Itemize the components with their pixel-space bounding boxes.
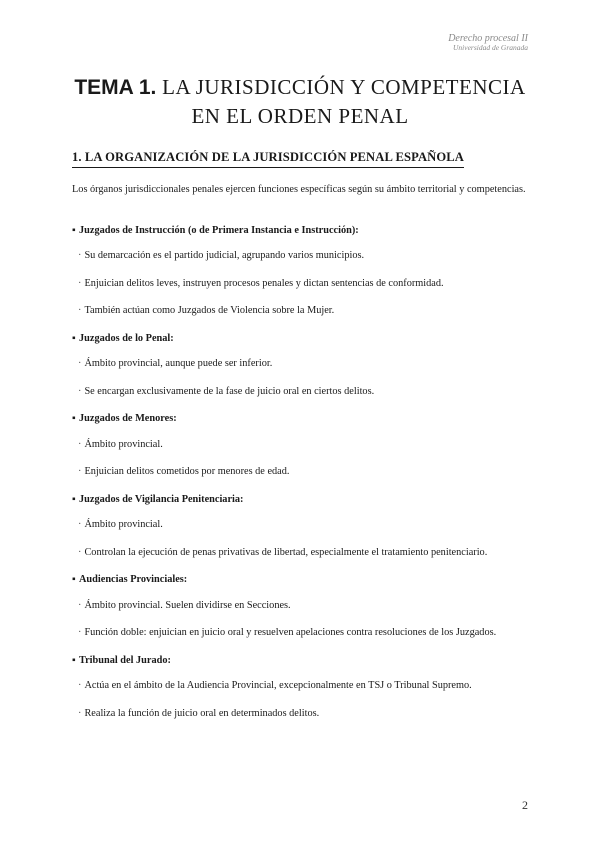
category-name: Audiencias Provinciales: [79, 574, 188, 585]
category-list [72, 224, 528, 722]
middle-dot-icon: · [78, 707, 82, 719]
middle-dot-icon: · [78, 627, 82, 638]
category-item [78, 465, 528, 480]
tema-number: TEMA 1. [74, 76, 157, 99]
category-item [78, 707, 528, 722]
middle-dot-icon: · [78, 680, 82, 691]
middle-dot-icon: · [78, 277, 82, 289]
middle-dot-icon: · [78, 438, 82, 450]
category-heading [72, 493, 528, 508]
category-block [72, 573, 528, 641]
category-item-text: Función doble: enjuician en juicio oral y resuelven apelaciones contra resoluciones de los Juzgados. [84, 627, 497, 638]
category-item-text: Realiza la función de juicio oral en determinados delitos. [84, 707, 320, 719]
square-bullet-icon: ▪ [72, 224, 76, 236]
title-line-1 [60, 73, 540, 102]
middle-dot-icon: · [78, 305, 82, 316]
category-item [78, 438, 528, 453]
category-heading [72, 412, 528, 427]
title-line-2: EN EL ORDEN PENAL [191, 104, 409, 128]
section-heading: 1. LA ORGANIZACIÓN DE LA JURISDICCIÓN PENAL ESPAÑOLA [72, 150, 464, 168]
category-block [72, 654, 528, 722]
square-bullet-icon: ▪ [72, 574, 76, 585]
category-item [78, 357, 528, 372]
category-item [78, 546, 528, 561]
category-item [78, 518, 528, 533]
category-item-text: Su demarcación es el partido judicial, agrupando varios municipios. [84, 250, 365, 261]
course-name: Derecho procesal II [448, 33, 528, 44]
middle-dot-icon: · [78, 519, 82, 530]
category-item-text: Controlan la ejecución de penas privativas de libertad, especialmente el tratamiento penitenciario. [84, 546, 488, 558]
category-block [72, 412, 528, 480]
category-heading [72, 573, 528, 588]
category-item-text: Ámbito provincial. [84, 519, 163, 530]
category-item [78, 277, 528, 292]
category-block [72, 224, 528, 319]
category-item [78, 385, 528, 400]
category-item [78, 304, 528, 319]
document-title [60, 73, 540, 131]
category-name: Juzgados de Vigilancia Penitenciaria: [79, 493, 244, 505]
square-bullet-icon: ▪ [72, 332, 76, 344]
category-item-text: Ámbito provincial. [84, 438, 163, 450]
category-item-text: Se encargan exclusivamente de la fase de juicio oral en ciertos delitos. [84, 385, 375, 397]
square-bullet-icon: ▪ [72, 654, 76, 666]
category-block [72, 332, 528, 400]
page-header [448, 33, 528, 52]
category-item-text: Enjuician delitos leves, instruyen procesos penales y dictan sentencias de conformidad. [84, 277, 444, 289]
middle-dot-icon: · [78, 358, 82, 369]
category-item [78, 249, 528, 264]
category-name: Juzgados de Instrucción (o de Primera Instancia e Instrucción): [79, 224, 359, 236]
category-block [72, 493, 528, 561]
middle-dot-icon: · [78, 385, 82, 397]
category-heading [72, 332, 528, 347]
university-name: Universidad de Granada [453, 43, 528, 52]
category-heading [72, 224, 528, 239]
title-line-1-text: LA JURISDICCIÓN Y COMPETENCIA [162, 75, 526, 99]
middle-dot-icon: · [78, 599, 82, 611]
category-heading [72, 654, 528, 669]
category-name: Juzgados de Menores: [79, 413, 177, 424]
category-item [78, 626, 528, 641]
square-bullet-icon: ▪ [72, 413, 76, 424]
category-item-text: Enjuician delitos cometidos por menores de edad. [84, 466, 290, 477]
middle-dot-icon: · [78, 250, 82, 261]
category-item [78, 679, 528, 694]
category-name: Tribunal del Jurado: [79, 654, 171, 666]
category-item-text: Ámbito provincial, aunque puede ser inferior. [84, 358, 273, 369]
category-item [78, 599, 528, 614]
page-number: 2 [522, 798, 528, 812]
intro-paragraph: Los órganos jurisdiccionales penales ejercen funciones específicas según su ámbito territorial y competencias. [72, 184, 526, 195]
category-name: Juzgados de lo Penal: [79, 332, 174, 344]
middle-dot-icon: · [78, 546, 82, 558]
category-item-text: También actúan como Juzgados de Violencia sobre la Mujer. [84, 305, 335, 316]
category-item-text: Actúa en el ámbito de la Audiencia Provincial, excepcionalmente en TSJ o Tribunal Supremo. [84, 680, 472, 691]
middle-dot-icon: · [78, 466, 82, 477]
category-item-text: Ámbito provincial. Suelen dividirse en Secciones. [84, 599, 291, 611]
section-content [72, 183, 528, 734]
square-bullet-icon: ▪ [72, 493, 76, 505]
